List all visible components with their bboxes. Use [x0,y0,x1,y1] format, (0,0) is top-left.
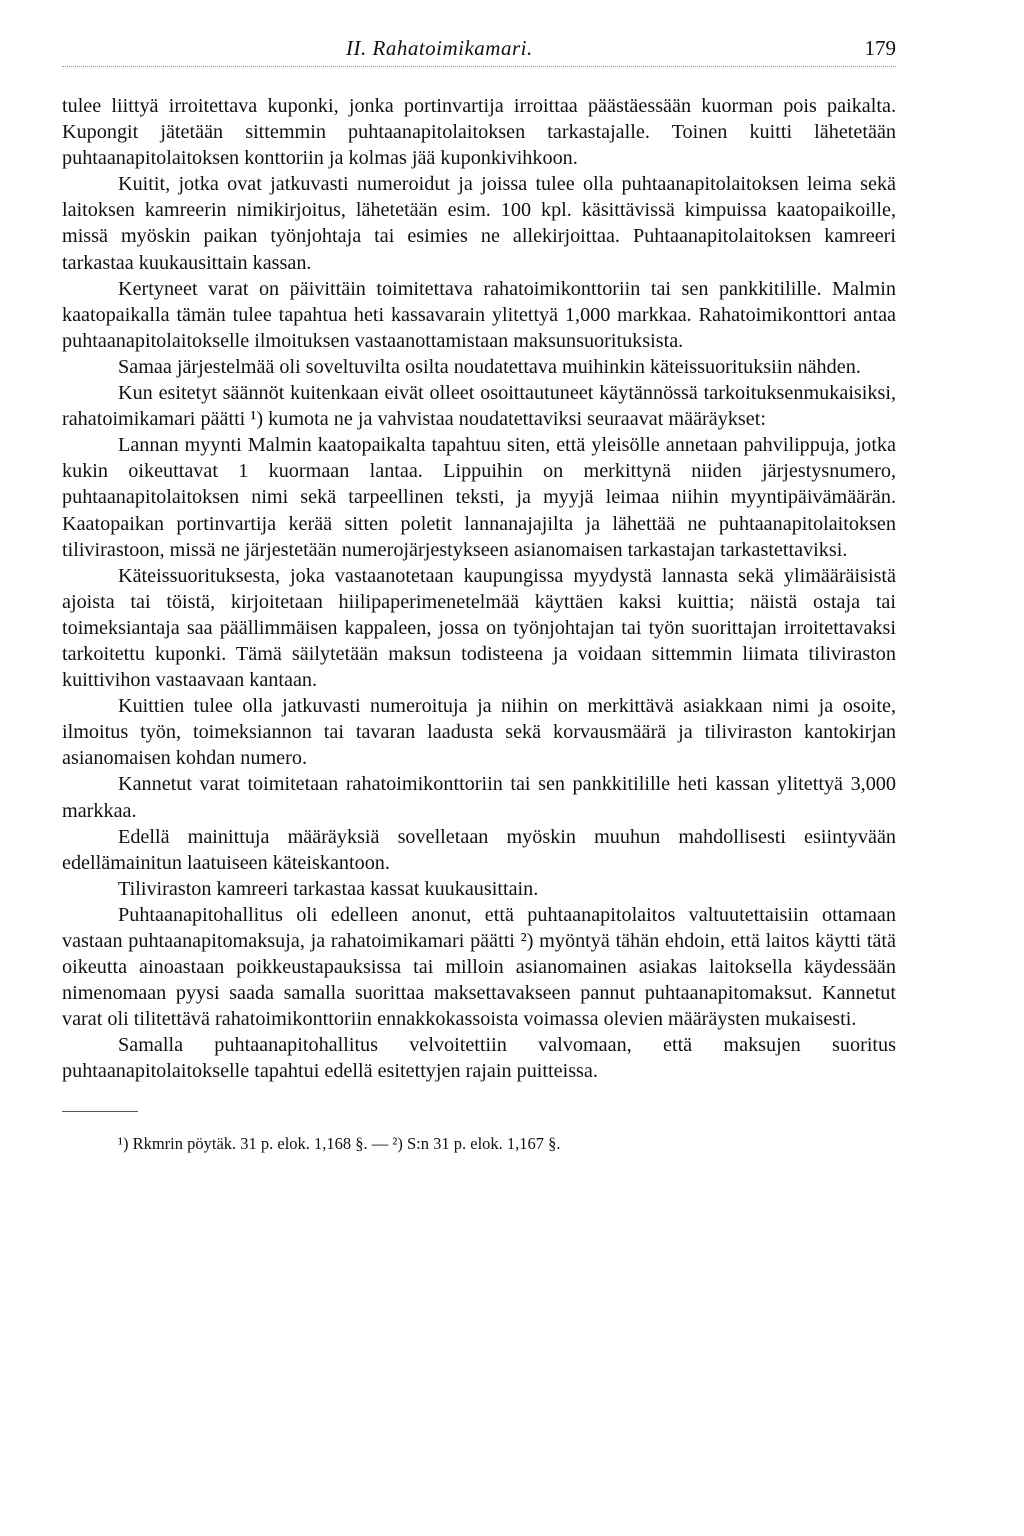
header-divider [62,66,896,67]
paragraph-7: Käteissuorituksesta, joka vastaanotetaan kaupungissa myydystä lannasta sekä ylimääräisistä ajoista tai töistä, kirjoitetaan hiilipaperimenetelmää käyttäen kaksi kuittia; näistä ostaja tai toimeksiantaja saa päällimmäisen kappaleen, jossa on työnjohtajan tai työn suorittajan irroitettavaksi tarkoitettu kuponki. Tämä säilytetään maksun todisteena ja voidaan sittemmin liimata tiliviraston kuittivihon vastaavaan kantaan. [62,564,896,692]
paragraph-9: Kannetut varat toimitetaan rahatoimikonttoriin tai sen pankkitilille heti kassan ylitettyä 3,000 markkaa. [62,773,896,822]
footnote-text: Rkmrin pöytäk. 31 p. elok. 1,168 §. — ²) S:n 31 p. elok. 1,167 §. [132,1133,561,1153]
paragraph-11: Tiliviraston kamreeri tarkastaa kassat kuukausittain. [118,877,539,900]
running-title: II. Rahatoimikamari. [346,36,533,60]
paragraph-12: Puhtaanapitohallitus oli edelleen anonut, että puhtaanapitolaitos valtuutettaisiin ottamaan vastaan puhtaanapitomaksuja, ja rahatoimikamari päätti ²) myöntyä tähän ehdoin, että laitos käytti tätä oikeutta ainoastaan poikkeustapauksissa tai milloin asianomainen asiakas laitoksella käydessään nimenomaan pyysi saada samalla suorittaa maksettavakseen pannut puhtaanapitomaksut. Kannetut varat oli tilitettävä rahatoimikonttoriin ennakkokassoista voimassa olevien määräysten mukaisesti. [62,903,896,1031]
paragraph-5: Kun esitetyt säännöt kuitenkaan eivät olleet osoittautuneet käytännössä tarkoituksenmukaisiksi, rahatoimikamari päätti ¹) kumota ne ja vahvistaa noudatettaviksi seuraavat määräykset: [62,382,896,431]
footnote [62,1134,896,1154]
page-number: 179 [864,36,896,60]
paragraph-13: Samalla puhtaanapitohallitus velvoitettiin valvomaan, että maksujen suoritus puhtaanapitolaitokselle tapahtui edellä esitettyjen rajain puitteissa. [62,1034,896,1083]
document-page [62,36,896,1154]
paragraph-10: Edellä mainittuja määräyksiä sovelletaan myöskin muuhun mahdollisesti esiintyvään edellämainitun laatuiseen käteiskantoon. [62,825,896,874]
paragraph-6: Lannan myynti Malmin kaatopaikalta tapahtuu siten, että yleisölle annetaan pahvilippuja, jotka kukin oikeuttavat 1 kuormaan lantaa. Lippuihin on merkittynä niiden järjestysnumero, puhtaanapitolaitoksen nimi sekä tarpeellinen teksti, ja myyjä leimaa niihin myyntipäivämäärän. Kaatopaikan portinvartija kerää sitten poletit lannanajajilta ja lähettää ne puhtaanapitolaitoksen tilivirastoon, missä ne järjestetään numerojärjestykseen asianomaisen tarkastajan tarkastettaviksi. [62,434,896,561]
paragraph-8: Kuittien tulee olla jatkuvasti numeroituja ja niihin on merkittävä asiakkaan nimi ja osoite, ilmoitus työn, toimeksiannon tai tavaran laadusta sekä korvausmäärä ja tiliviraston kantokirjan asianomaisen kohdan numero. [62,695,896,770]
footnote-divider [62,1111,138,1112]
paragraph-1: tulee liittyä irroitettava kuponki, jonka portinvartija irroittaa päästäessään kuorman pois paikalta. Kupongit jätetään sittemmin puhtaanapitolaitoksen tarkastajalle. Toinen kuitti lähetetään puhtaanapitolaitoksen konttoriin ja kolmas jää kuponkivihkoon. [62,95,896,170]
paragraph-3: Kertyneet varat on päivittäin toimitettava rahatoimikonttoriin tai sen pankkitilille. Malmin kaatopaikalla tämän tulee tapahtua heti kassavarain ylitettyä 1,000 markkaa. Rahatoimikonttori antaa puhtaanapitolaitokselle ilmoituksen vastaanottamistaan maksunsuorituksista. [62,277,896,352]
paragraph-2: Kuitit, jotka ovat jatkuvasti numeroidut ja joissa tulee olla puhtaanapitolaitoksen leima sekä laitoksen kamreerin nimikirjoitus, lähetetään esim. 100 kpl. käsittävissä kimpuissa kaatopaikoille, missä myöskin paikan työnjohtaja tai esimies ne allekirjoittaa. Puhtaanapitolaitoksen kamreeri tarkastaa kuukausittain kassan. [62,173,896,274]
paragraph-4: Samaa järjestelmää oli soveltuvilta osilta noudatettava muihinkin käteissuorituksiin nähden. [118,355,861,378]
running-header [62,36,896,66]
body-text [62,93,896,1085]
footnote-mark: ¹) [118,1133,129,1153]
